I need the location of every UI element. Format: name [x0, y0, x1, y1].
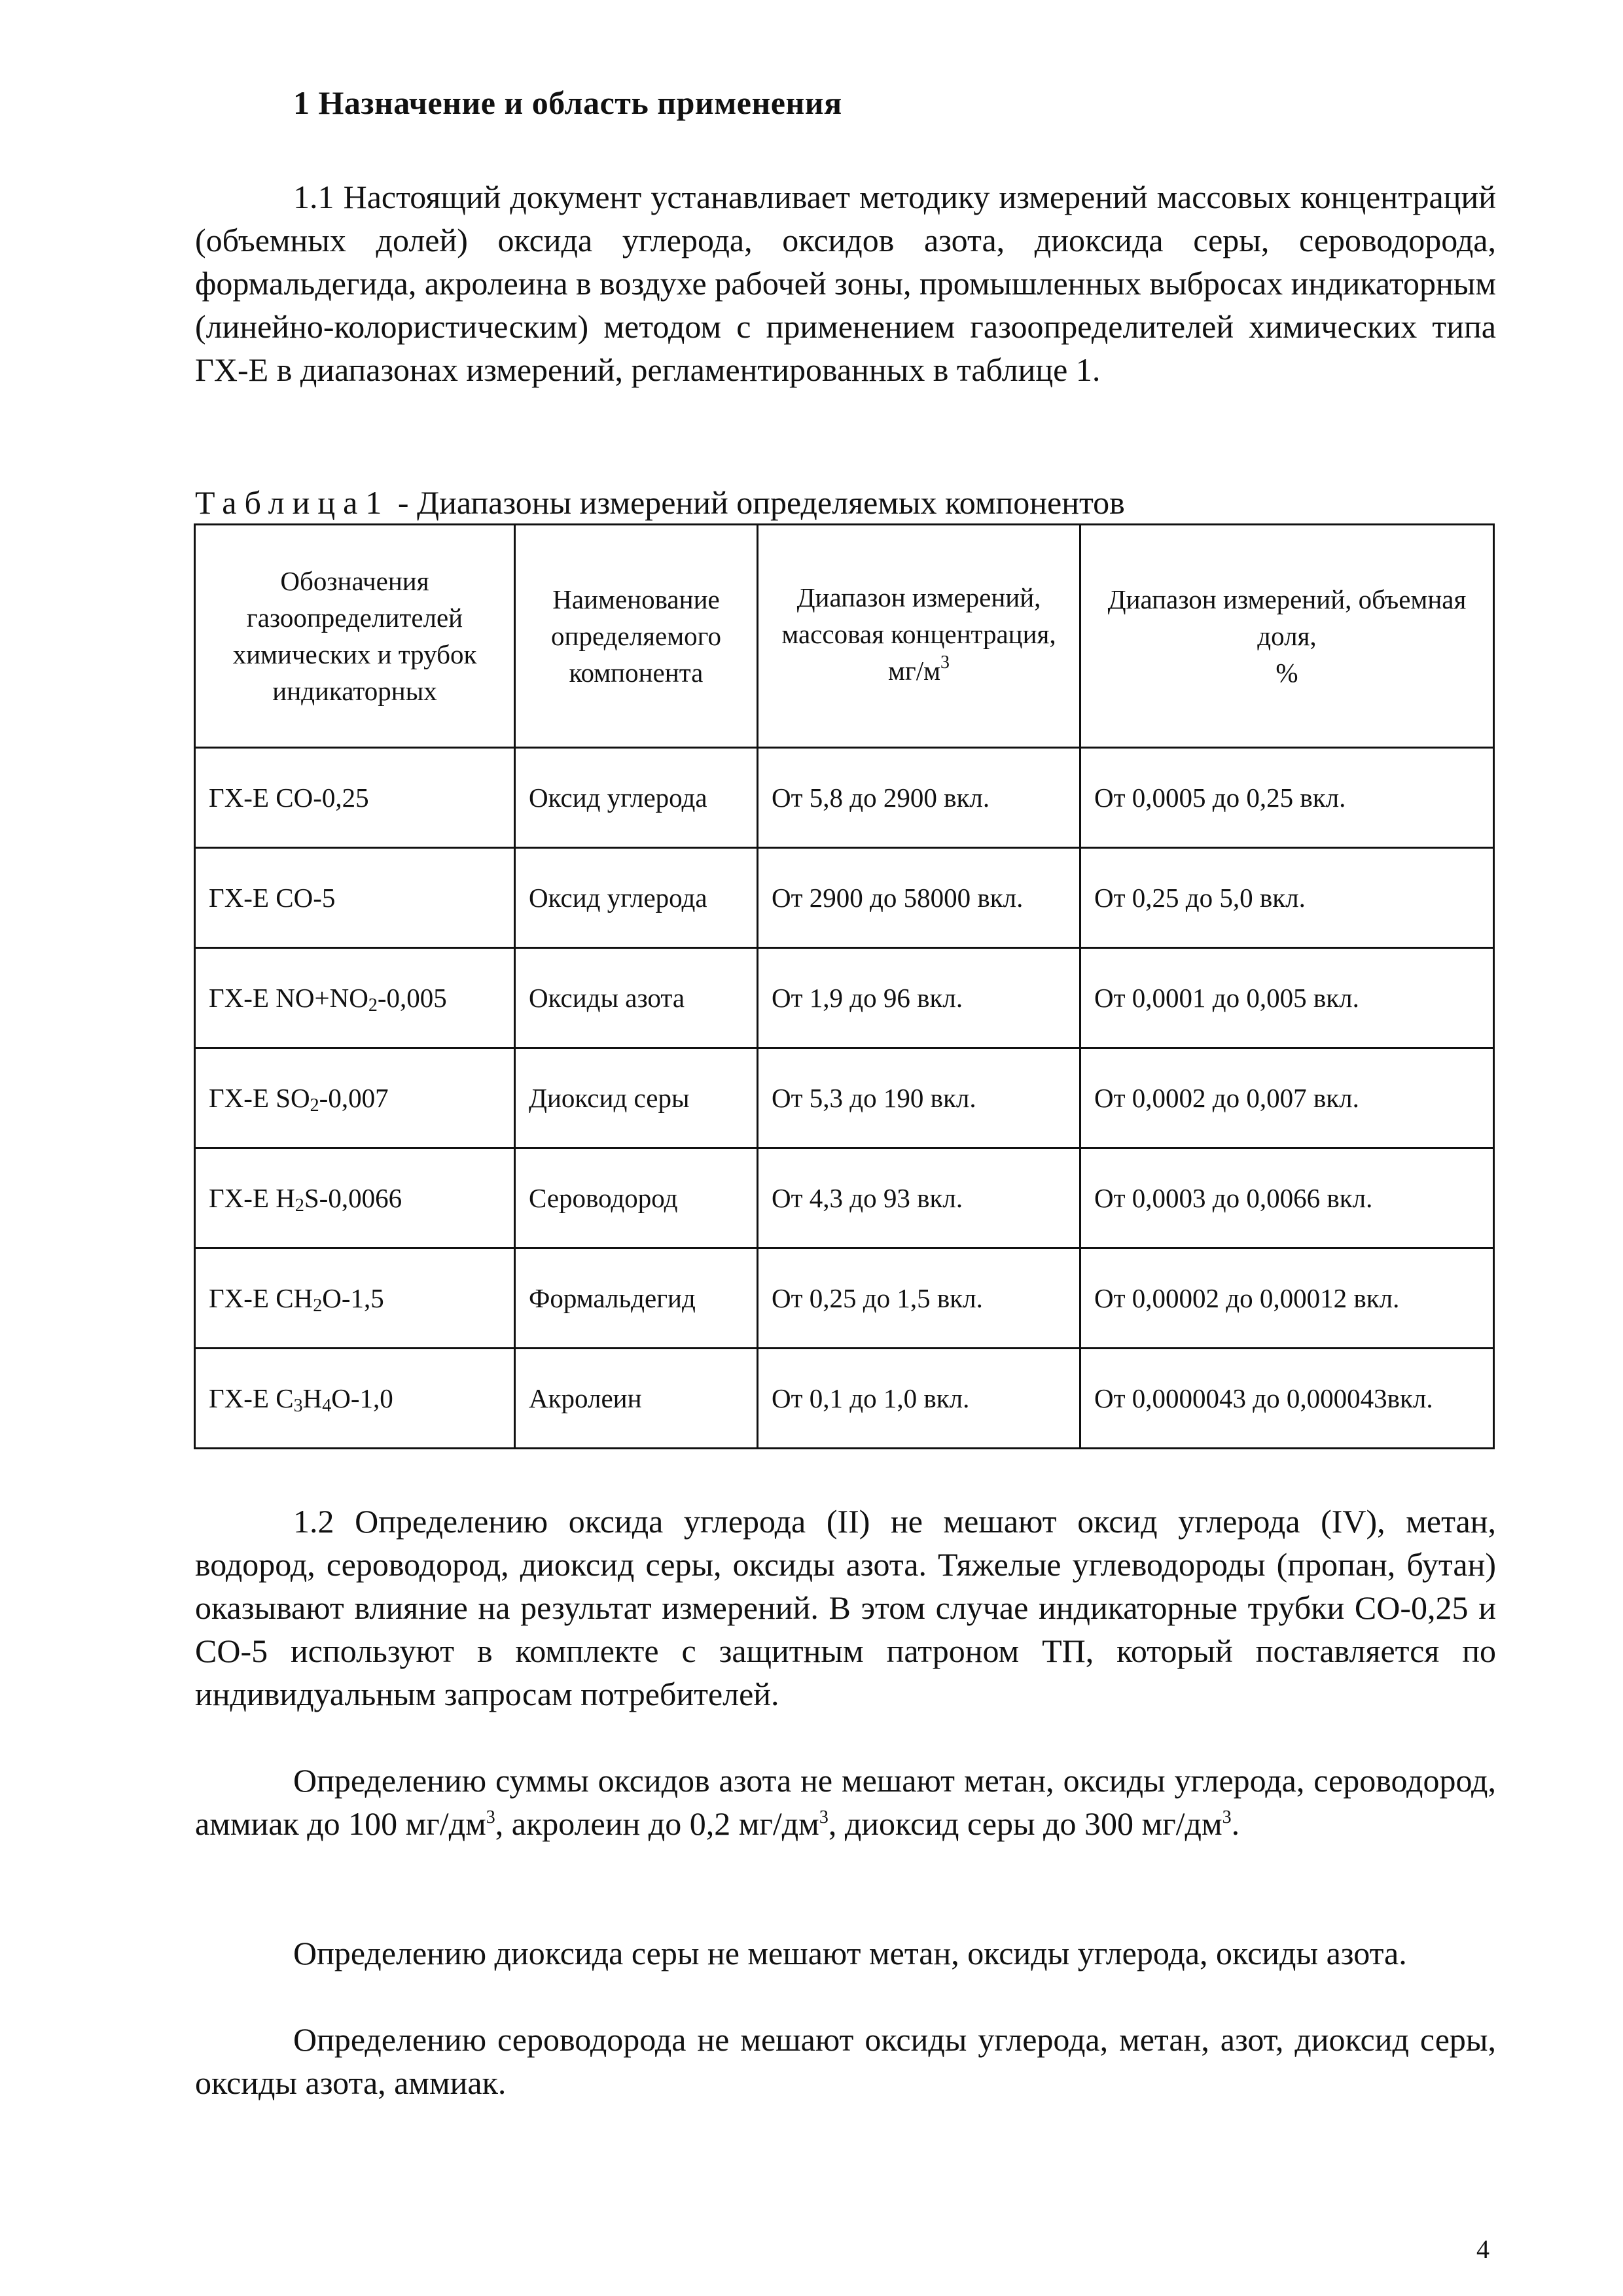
- volume-range-cell: От 0,0000043 до 0,000043вкл.: [1080, 1349, 1494, 1449]
- header-mass-range: [758, 525, 1080, 748]
- component-cell: Формальдегид: [515, 1248, 758, 1349]
- table-row: [195, 748, 1494, 848]
- designation-cell: [195, 1248, 515, 1349]
- superscript: 3: [1222, 1807, 1232, 1828]
- paragraph-1-2: 1.2 Определению оксида углерода (II) не мешают оксид углерода (IV), метан, водород, сероводород, диоксид серы, оксиды азота. Тяжелые углеводороды (пропан, бутан) оказывают влияние на результат измерений. В этом случае индикаторные трубки CO-0,25 и CO-5 используют в комплекте с защитным патроном ТП, который поставляется по индивидуальным запросам потребителей.: [195, 1503, 1496, 1712]
- component-cell: Оксиды азота: [515, 948, 758, 1048]
- component-cell: Сероводород: [515, 1148, 758, 1248]
- paragraph-nitrogen-oxides: [195, 1759, 1496, 1851]
- designation-text: ГХ-Е C: [209, 1383, 294, 1413]
- volume-range-cell: От 0,25 до 5,0 вкл.: [1080, 848, 1494, 948]
- paragraph-hydrogen-sulfide: Определению сероводорода не мешают оксиды углерода, метан, азот, диоксид серы, оксиды азота, аммиак.: [195, 2021, 1496, 2101]
- superscript: 3: [819, 1807, 829, 1828]
- designation-subscript: 2: [310, 1095, 319, 1116]
- superscript: 3: [486, 1807, 495, 1828]
- mass-range-cell: От 5,8 до 2900 вкл.: [758, 748, 1080, 848]
- designation-cell: [195, 1048, 515, 1148]
- table-row: [195, 1349, 1494, 1449]
- paragraph-text: , диоксид серы до 300 мг/дм: [828, 1805, 1222, 1842]
- designation-subscript: 2: [294, 1195, 304, 1216]
- mass-range-cell: От 0,1 до 1,0 вкл.: [758, 1349, 1080, 1449]
- component-cell: Диоксид серы: [515, 1048, 758, 1148]
- designation-cell: [195, 848, 515, 948]
- designation-text-suffix: -0,005: [377, 983, 447, 1013]
- header-component: Наименование определяемого компонента: [515, 525, 758, 748]
- section-heading: 1 Назначение и область применения: [293, 84, 842, 121]
- designation-text-suffix: -0,007: [319, 1083, 389, 1113]
- designation-subscript-2: 4: [322, 1396, 332, 1416]
- mass-range-cell: От 5,3 до 190 вкл.: [758, 1048, 1080, 1148]
- table-row: [195, 1048, 1494, 1148]
- designation-subscript: 2: [368, 995, 378, 1016]
- header-mass-range-text: Диапазон измерений, массовая концентрация,: [781, 582, 1056, 649]
- volume-range-cell: От 0,0003 до 0,0066 вкл.: [1080, 1148, 1494, 1248]
- designation-text-suffix: S-0,0066: [304, 1183, 402, 1213]
- table-caption-text: - Диапазоны измерений определяемых компонентов: [389, 484, 1125, 521]
- volume-range-cell: От 0,0001 до 0,005 вкл.: [1080, 948, 1494, 1048]
- table-row: [195, 948, 1494, 1048]
- component-cell: Оксид углерода: [515, 748, 758, 848]
- designation-text-suffix: O-1,0: [331, 1383, 393, 1413]
- header-volume-range-text: Диапазон измерений, объемная доля,: [1107, 584, 1467, 651]
- component-cell: Акролеин: [515, 1349, 758, 1449]
- volume-range-cell: От 0,0005 до 0,25 вкл.: [1080, 748, 1494, 848]
- component-cell: Оксид углерода: [515, 848, 758, 948]
- measurement-ranges-table: [194, 523, 1495, 1449]
- designation-subscript: 3: [293, 1396, 303, 1416]
- designation-text-suffix: O-1,5: [322, 1283, 384, 1313]
- paragraph-sulfur-dioxide: Определению диоксида серы не мешают метан, оксиды углерода, оксиды азота.: [293, 1935, 1407, 1971]
- designation-cell: [195, 1148, 515, 1248]
- designation-text: ГХ-Е CO-0,25: [209, 783, 369, 813]
- mass-range-cell: От 1,9 до 96 вкл.: [758, 948, 1080, 1048]
- header-volume-range: [1080, 525, 1494, 748]
- volume-range-cell: От 0,00002 до 0,00012 вкл.: [1080, 1248, 1494, 1349]
- volume-range-cell: От 0,0002 до 0,007 вкл.: [1080, 1048, 1494, 1148]
- mass-range-cell: От 2900 до 58000 вкл.: [758, 848, 1080, 948]
- designation-cell: [195, 1349, 515, 1449]
- designation-cell: [195, 948, 515, 1048]
- header-mass-range-unit-sup: 3: [940, 652, 950, 673]
- designation-subscript: 2: [313, 1296, 323, 1316]
- header-designation: Обозначения газоопределителей химических и трубок индикаторных: [195, 525, 515, 748]
- mass-range-cell: От 4,3 до 93 вкл.: [758, 1148, 1080, 1248]
- paragraph-text: .: [1231, 1805, 1240, 1842]
- mass-range-cell: От 0,25 до 1,5 вкл.: [758, 1248, 1080, 1349]
- designation-cell: [195, 748, 515, 848]
- header-mass-range-unit: мг/м: [887, 656, 941, 686]
- table-caption: [195, 483, 1125, 522]
- table-row: [195, 848, 1494, 948]
- paragraph-1-1: 1.1 Настоящий документ устанавливает методику измерений массовых концентраций (объемных долей) оксида углерода, оксидов азота, диоксида серы, сероводорода, формальдегида, акролеина в воздухе рабочей зоны, промышленных выбросах индикаторным (линейно-колористическим) методом с применением газоопределителей химических типа ГХ-Е в диапазонах измерений, регламентированных в таблице 1.: [195, 179, 1496, 388]
- table-row: [195, 1248, 1494, 1349]
- header-volume-range-unit: %: [1275, 658, 1298, 688]
- designation-text: ГХ-Е H: [209, 1183, 295, 1213]
- designation-text: ГХ-Е SO: [209, 1083, 310, 1113]
- designation-text: ГХ-Е NO+NO: [209, 983, 368, 1013]
- table-header-row: [195, 525, 1494, 748]
- paragraph-text: Определению суммы оксидов азота не мешают метан, оксиды углерода, сероводород, аммиак до 100 мг/дм: [195, 1762, 1496, 1842]
- table-caption-label: Таблица1: [195, 484, 390, 521]
- designation-text: ГХ-Е CO-5: [209, 883, 336, 913]
- page-number: 4: [1476, 2234, 1489, 2264]
- designation-text-middle: H: [302, 1383, 323, 1413]
- paragraph-text: , акролеин до 0,2 мг/дм: [495, 1805, 819, 1842]
- designation-text: ГХ-Е CH: [209, 1283, 313, 1313]
- table-row: [195, 1148, 1494, 1248]
